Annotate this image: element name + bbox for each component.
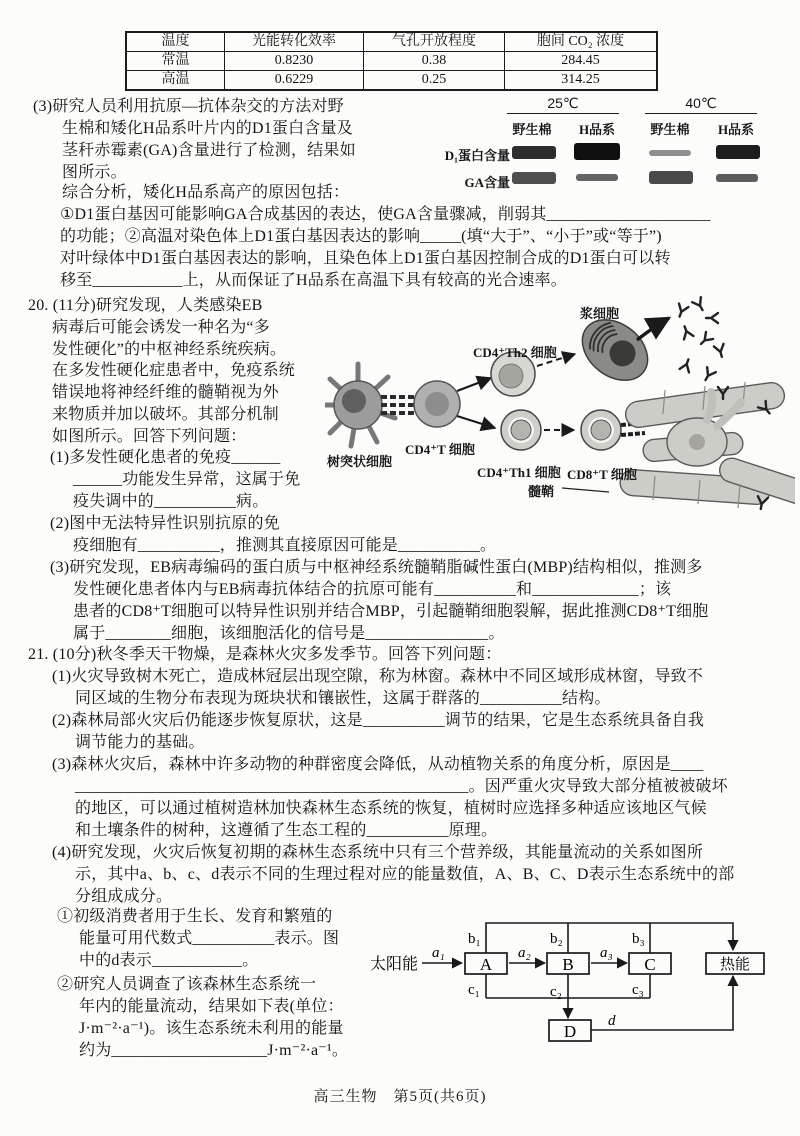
blot-temp-label: 40℃	[685, 95, 717, 111]
text-line: (2)森林局部火灾后仍能逐步恢复原状，这是__________调节的结果，它是生态系统具备自我	[52, 712, 705, 729]
protein-band	[716, 174, 758, 182]
text-line: (1)火灾导致树木死亡，造成林冠层出现空隙，称为林窗。森林中不同区域形成林窗，导致不	[52, 668, 704, 685]
diagram-label-th2-cell: CD4⁺Th2 细胞	[473, 345, 557, 360]
blot-row-label: GA含量	[464, 175, 510, 190]
blot-col-label: H品系	[578, 122, 616, 137]
flow-node-label: A	[479, 955, 493, 974]
text-line: (3)森林火灾后，森林中许多动物的种群密度会降低，从动植物关系的角度分析，原因是____	[52, 756, 704, 773]
temperature-data-table	[125, 31, 658, 91]
flow-source-label: 太阳能	[370, 956, 419, 973]
flow-arrow-label: c₃	[632, 982, 644, 998]
diagram-label-cd8t-cell: CD8⁺T 细胞	[567, 467, 637, 482]
text-line: 疫细胞有__________，推测其直接原因可能是__________。	[73, 537, 497, 554]
text-line: ①D1蛋白基因可能影响GA合成基因的表达，使GA含量骤减，削弱其____________________	[60, 206, 711, 223]
text-line: ______功能发生异常，这属于免	[73, 471, 301, 488]
neuron-myelin-shape	[619, 381, 795, 507]
text-line: 移至___________上，从而保证了H品系在高温下具有较高的光合速率。	[60, 272, 567, 289]
diagram-label-plasma-cell: 浆细胞	[580, 306, 620, 321]
flow-arrow-label: a₃	[600, 945, 613, 961]
text-line: 来物质并加以破坏。其部分机制	[52, 406, 279, 423]
text-line: (1)多发性硬化患者的免疫______	[50, 449, 281, 466]
text-line: 错误地将神经纤维的髓鞘视为外	[52, 384, 279, 401]
table-cell: 0.6229	[225, 71, 364, 91]
table-header-cell: 光能转化效率	[225, 32, 364, 52]
flow-arrow-label: b₃	[632, 931, 645, 947]
blot-col-label: 野生棉	[650, 122, 690, 137]
flow-arrow-label: c₂	[550, 984, 562, 1000]
text-line: 同区域的生物分布表现为斑块状和镶嵌性，这属于群落的__________结构。	[75, 690, 611, 707]
table-cell: 284.45	[505, 52, 658, 71]
text-line: 21. (10分)秋冬季天干物燥，是森林火灾多发季节。回答下列问题：	[28, 646, 502, 663]
flow-node-label: C	[644, 955, 656, 974]
diagram-label-myelin: 髓鞘	[528, 484, 555, 499]
text-line: 生棉和矮化H品系叶片内的D1蛋白含量及	[62, 120, 353, 137]
text-line: 示，其中a、b、c、d表示不同的生理过程对应的能量数值，A、B、C、D表示生态系统中的部	[75, 866, 735, 883]
text-line: 的地区，可以通过植树造林加快森林生态系统的恢复，植树时应选择多种适应该地区气候	[75, 800, 707, 817]
text-line: ②研究人员调查了该森林生态系统一	[57, 976, 317, 993]
flow-node-label: B	[562, 955, 574, 974]
text-line: (2)图中无法特异性识别抗原的免	[50, 515, 280, 532]
table-cell: 高温	[126, 71, 225, 91]
blot-col-label: 野生棉	[512, 122, 552, 137]
text-line: 分组成成分。	[75, 888, 173, 905]
text-line: 20. (11分)研究发现，人类感染EB	[28, 297, 263, 314]
blot-row-label: D₁蛋白含量	[444, 148, 510, 163]
text-line: 对叶绿体中D1蛋白基因表达的影响，且染色体上D1蛋白基因控制合成的D1蛋白可以转	[60, 250, 671, 267]
table-row	[126, 52, 657, 71]
energy-flow-diagram	[368, 915, 796, 1065]
table-cell: 314.25	[505, 71, 658, 91]
blot-col-label: H品系	[717, 122, 755, 137]
text-line: 病毒后可能会诱发一种名为“多	[52, 319, 270, 336]
table-header-row	[126, 32, 657, 52]
immune-mechanism-diagram	[325, 296, 795, 516]
text-line: 能量可用代数式__________表示。图	[79, 930, 340, 947]
flow-node-label: 热能	[719, 957, 751, 973]
table-cell: 0.8230	[225, 52, 364, 71]
table-header-cell: 温度	[126, 32, 225, 52]
text-line: (3)研究人员利用抗原—抗体杂交的方法对野	[33, 98, 344, 115]
text-line: 图所示。	[62, 164, 127, 181]
flow-arrow-label: b₁	[468, 931, 481, 947]
protein-band	[649, 171, 693, 184]
text-line: ________________________________________________。因严重火灾导致大部分植被被破坏	[75, 778, 728, 795]
text-line: 约为___________________J·m⁻²·a⁻¹。	[79, 1042, 349, 1059]
table-header-cell: 气孔开放程度	[364, 32, 505, 52]
protein-band	[512, 172, 556, 184]
table-cell: 0.25	[364, 71, 505, 91]
diagram-label-cd4t-cell: CD4⁺T 细胞	[405, 442, 475, 457]
text-line: 调节能力的基础。	[75, 734, 205, 751]
text-line: 发性硬化患者体内与EB病毒抗体结合的抗原可能有__________和_____________；该	[73, 581, 672, 598]
text-line: 茎秆赤霉素(GA)含量进行了检测，结果如	[62, 142, 356, 159]
protein-band	[512, 146, 556, 159]
th1-cell-shape	[501, 410, 541, 450]
diagram-label-dendritic-cell: 树突状细胞	[327, 454, 393, 469]
flow-arrow-label: a₁	[432, 945, 445, 961]
diagram-label-th1-cell: CD4⁺Th1 细胞	[477, 465, 561, 480]
blot-temp-label: 25℃	[547, 95, 579, 111]
page-footer: 高三生物 第5页(共6页)	[313, 1089, 487, 1105]
text-line: 在多发性硬化症患者中，免疫系统	[52, 362, 296, 379]
text-line: 中的d表示___________。	[79, 952, 259, 969]
protein-band	[716, 145, 760, 159]
text-line: 属于________细胞，该细胞活化的信号是_______________。	[73, 625, 505, 642]
flow-arrow-label: d	[608, 1013, 616, 1029]
flow-arrow-label: b₂	[550, 931, 563, 947]
text-line: 年内的能量流动，结果如下表(单位：	[79, 998, 344, 1015]
flow-arrow-label: c₁	[468, 982, 480, 998]
cd8t-cell-shape	[581, 410, 621, 450]
text-line: (4)研究发现，火灾后恢复初期的森林生态系统中只有三个营养级，其能量流动的关系如图所	[52, 844, 704, 861]
text-line: 患者的CD8⁺T细胞可以特异性识别并结合MBP，引起髓鞘细胞裂解，据此推测CD8⁺T细胞	[73, 603, 709, 620]
table-header-cell: 胞间 CO₂ 浓度	[505, 32, 658, 52]
text-line: (3)研究发现，EB病毒编码的蛋白质与中枢神经系统髓鞘脂碱性蛋白(MBP)结构相似，推测多	[50, 559, 703, 576]
text-line: 综合分析，矮化H品系高产的原因包括：	[62, 184, 350, 201]
protein-band	[576, 174, 618, 181]
text-line: J·m⁻²·a⁻¹)。该生态系统未利用的能量	[79, 1020, 344, 1037]
table-cell: 常温	[126, 52, 225, 71]
text-line: 疫失调中的__________病。	[73, 493, 269, 510]
table-row	[126, 71, 657, 91]
text-line: 发性硬化”的中枢神经系统疾病。	[52, 341, 287, 358]
text-line: 和土壤条件的树种，这遵循了生态工程的__________原理。	[75, 822, 498, 839]
flow-arrow-label: a₂	[518, 945, 531, 961]
protein-band	[574, 143, 620, 160]
protein-band	[649, 150, 691, 156]
text-line: ①初级消费者用于生长、发育和繁殖的	[57, 908, 333, 925]
text-line: 如图所示。回答下列问题：	[52, 428, 247, 445]
table-cell: 0.38	[364, 52, 505, 71]
text-line: 的功能；②高温对染色体上D1蛋白基因表达的影响_____(填“大于”、“小于”或“等于”)	[60, 228, 662, 245]
flow-node-label: D	[563, 1022, 577, 1041]
divider	[645, 113, 757, 114]
divider	[507, 113, 619, 114]
